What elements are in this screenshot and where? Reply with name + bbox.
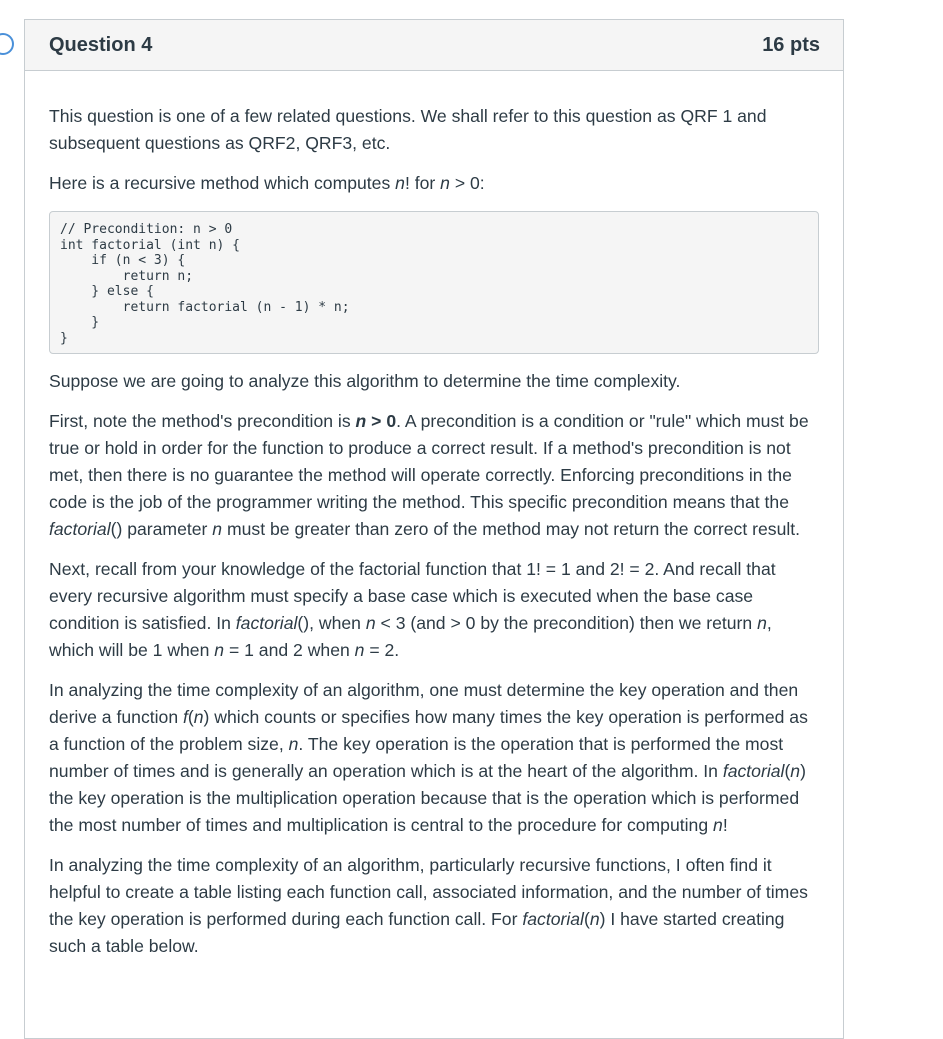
paragraph-intro: This question is one of a few related questions. We shall refer to this question as QRF 1 and subsequent questions as QRF2, QRF3, etc. — [49, 106, 767, 153]
paragraph-analyze: Suppose we are going to analyze this algorithm to determine the time complexity. — [49, 371, 681, 391]
paragraph-key-operation: In analyzing the time complexity of an algorithm, one must determine the key operation and then derive a function f(n) which counts or specifies how many times the key operation is performed as a function of the problem size, n. The key operation is the operation that is performed the most number of times and is generally an operation which is at the heart of the algorithm. In factorial(n) the key operation is the multiplication operation because that is the operation which is performed the most number of times and multiplication is central to the procedure for computing n! — [49, 680, 808, 835]
paragraph-table-intro: In analyzing the time complexity of an algorithm, particularly recursive functions, I often find it helpful to create a table listing each function call, associated information, and the number of times the key operation is performed during each function call. For factorial(n) I have started creating such a table below. — [49, 855, 808, 956]
question-points: 16 pts — [762, 33, 820, 56]
question-body — [25, 71, 843, 960]
question-title: Question 4 — [49, 33, 153, 56]
paragraph-recursive-method: Here is a recursive method which computes n! for n > 0: — [49, 173, 485, 193]
paragraph-base-case: Next, recall from your knowledge of the factorial function that 1! = 1 and 2! = 2. And recall that every recursive algorithm must specify a base case which is executed when the base case condition is satisfied. In factorial(), when n < 3 (and > 0 by the precondition) then we return n, which will be 1 when n = 1 and 2 when n = 2. — [49, 559, 776, 660]
paragraph-precondition: First, note the method's precondition is n > 0. A precondition is a condition or "rule" which must be true or hold in order for the function to produce a correct result. If a method's precondition is not met, then there is no guarantee the method will operate correctly. Enforcing preconditions in the code is the job of the programmer writing the method. This specific precondition means that the factorial() parameter n must be greater than zero of the method may not return the correct result. — [49, 411, 809, 539]
question-header — [25, 20, 843, 71]
question-flag-icon[interactable] — [0, 33, 14, 55]
question-card — [24, 19, 844, 1039]
code-block: // Precondition: n > 0 int factorial (int n) { if (n < 3) { return n; } else { return factorial (n - 1) * n; } } — [49, 211, 819, 354]
